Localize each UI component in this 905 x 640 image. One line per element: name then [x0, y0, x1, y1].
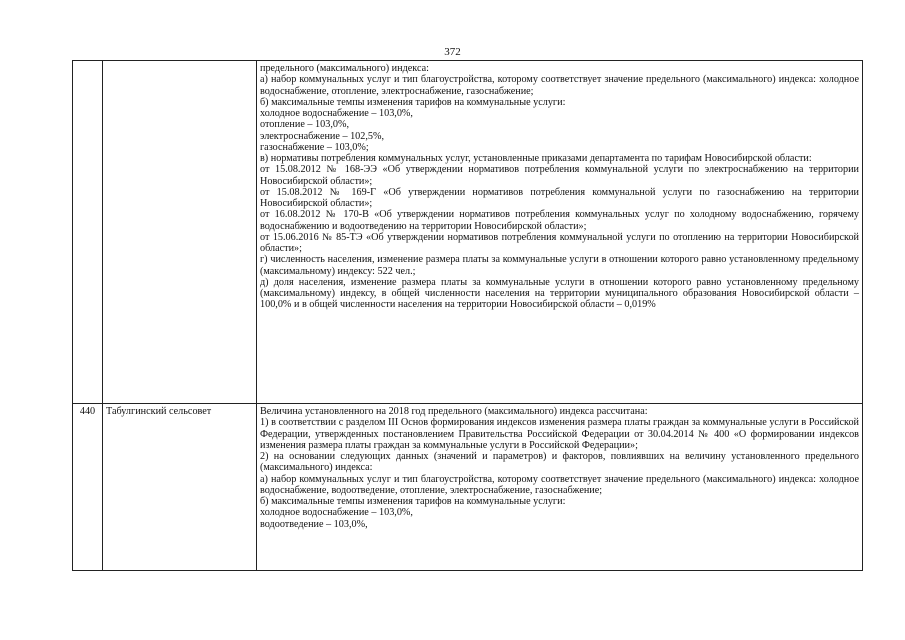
description-cell [257, 404, 863, 571]
paragraph: холодное водоснабжение – 103,0%, [260, 507, 413, 519]
paragraph: газоснабжение – 103,0%; [260, 141, 369, 153]
page-number: 372 [444, 46, 461, 58]
paragraph: предельного (максимального) индекса: [260, 63, 429, 74]
paragraph: 1) в соответствии с разделом III Основ формирования индексов изменения размера платы граждан за коммунальные услуги в Российской Федерации, утвержденных постановлением Правительства Российской Федерации от 30.04.2014 № 400 «О формировании индексов изменения размера платы граждан за коммунальные услуги в Российской Федерации»; [260, 417, 859, 451]
row-number: 440 [73, 404, 103, 571]
table-row [73, 404, 863, 571]
row-number [73, 61, 103, 404]
paragraph: д) доля населения, изменение размера платы за коммунальные услуги в отношении которого равно установленному предельному (максимальному) индексу, в общей численности населения на территории муниципального образования Новосибирской области – 100,0% и в общей численности населения на территории Новосибирской области – 0,019% [260, 276, 859, 311]
paragraph: холодное водоснабжение – 103,0%, [260, 108, 413, 119]
paragraph: электроснабжение – 102,5%, [260, 130, 385, 142]
paragraph: от 16.08.2012 № 170-В «Об утверждении нормативов потребления коммунальных услуг по холодному водоснабжению, горячему водоснабжению и водоотведению на территории Новосибирской области»; [260, 209, 859, 232]
paragraph: а) набор коммунальных услуг и тип благоустройства, которому соответствует значение предельного (максимального) индекса: холодное водоснабжение, отопление, электроснабжение, газоснабжение; [260, 74, 859, 97]
description-cell [257, 61, 863, 404]
municipality-name: Табулгинский сельсовет [103, 404, 257, 571]
paragraph: от 15.08.2012 № 168-ЭЭ «Об утверждении нормативов потребления коммунальной услуги по электроснабжению на территории Новосибирской области»; [260, 164, 859, 187]
paragraph: в) нормативы потребления коммунальных услуг, установленные приказами департамента по тарифам Новосибирской области: [260, 153, 812, 164]
municipality-name [103, 61, 257, 404]
paragraph: водоотведение – 103,0%, [260, 518, 368, 530]
paragraph: 2) на основании следующих данных (значений и параметров) и факторов, повлиявших на величину установленного предельного (максимального) индекса: [260, 451, 859, 474]
paragraph: б) максимальные темпы изменения тарифов на коммунальные услуги: [260, 96, 566, 108]
paragraph: Величина установленного на 2018 год предельного (максимального) индекса рассчитана: [260, 406, 648, 417]
paragraph: г) численность населения, изменение размера платы за коммунальные услуги в отношении которого равно установленному предельному (максимальному) индексу: 522 чел.; [260, 254, 859, 277]
paragraph: отопление – 103,0%, [260, 119, 349, 131]
table-row [73, 61, 863, 404]
paragraph: от 15.08.2012 № 169-Г «Об утверждении нормативов потребления коммунальной услуги по газоснабжению на территории Новосибирской области»; [260, 186, 859, 209]
paragraph: а) набор коммунальных услуг и тип благоустройства, которому соответствует значение предельного (максимального) индекса: холодное водоснабжение, водоотведение, отопление, электроснабжение, газоснабжение; [260, 473, 859, 496]
index-table [72, 60, 863, 571]
paragraph: от 15.06.2016 № 85-ТЭ «Об утверждении нормативов потребления коммунальной услуги по отоплению на территории Новосибирской области»; [260, 231, 859, 254]
paragraph: б) максимальные темпы изменения тарифов на коммунальные услуги: [260, 496, 566, 507]
